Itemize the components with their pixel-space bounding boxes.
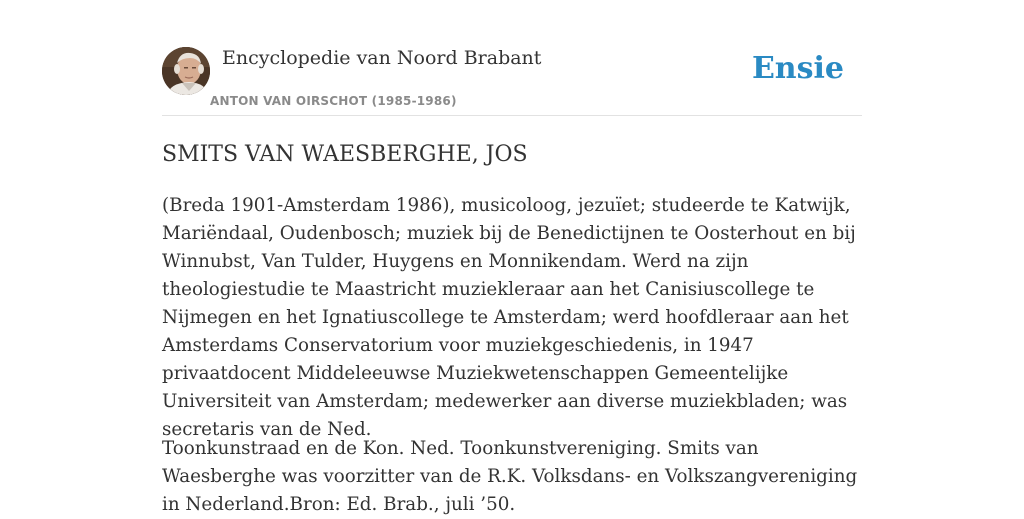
author-name[interactable]: ANTON VAN OIRSCHOT (1985-1986) (210, 94, 457, 108)
entry-paragraph: Toonkunstraad en de Kon. Ned. Toonkunstvereniging. Smits van Waesberghe was voorzitter van de R.K. Volksdans- en Volkszangvereniging in Nederland.Bron: Ed. Brab., juli ’50. (162, 438, 858, 515)
entry-title: SMITS VAN WAESBERGHE, JOS (162, 142, 528, 167)
ensie-logo[interactable]: Ensie (751, 51, 844, 86)
header-divider (162, 115, 862, 116)
encyclopedia-title[interactable]: Encyclopedie van Noord Brabant (222, 47, 542, 69)
encyclopedia-card (162, 0, 862, 515)
author-portrait-icon (162, 47, 210, 95)
entry-paragraph: (Breda 1901-Amsterdam 1986), musicoloog, jezuïet; studeerde te Katwijk, Mariëndaal, Oudenbosch; muziek bij de Benedictijnen te Oosterhout en bij Winnubst, Van Tulder, Huygens en Monnikendam. Werd na zijn theologiestudie te Maastricht muziekleraar aan het Canisiuscollege te Nijmegen en het Ignatiuscollege te Amsterdam; werd hoofdleraar aan het Amsterdams Conservatorium voor muziekgeschiedenis, in 1947 privaatdocent Middeleeuwse Muziekwetenschappen Gemeentelijke Universiteit van Amsterdam; medewerker aan diverse muziekbladen; was secretaris van de Ned. (162, 195, 856, 440)
avatar[interactable] (162, 47, 210, 95)
card-header (162, 0, 862, 116)
